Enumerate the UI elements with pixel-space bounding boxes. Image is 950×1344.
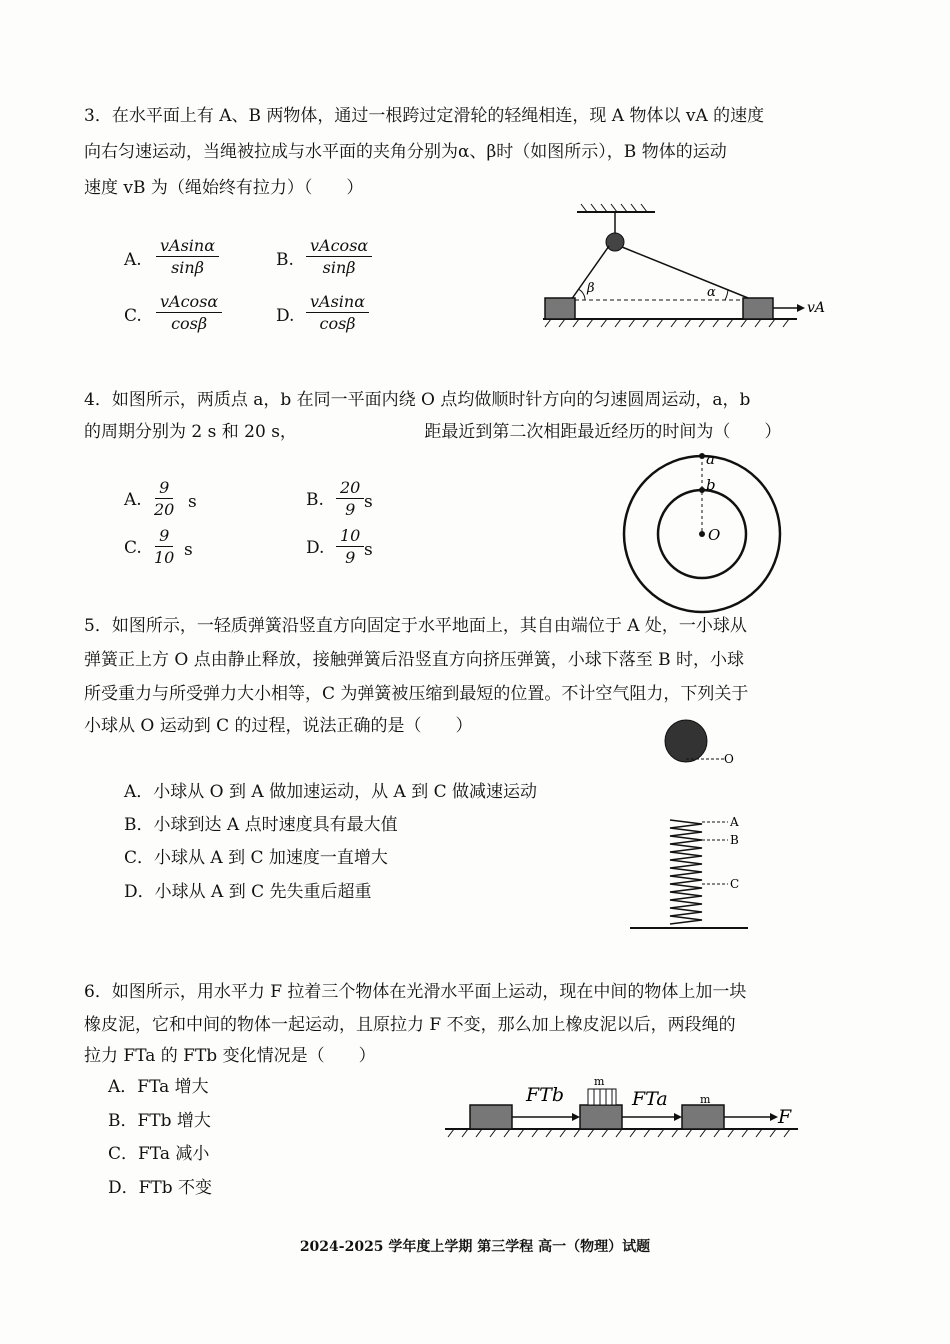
q3-option-c-fraction: $\frac{vAcos\alpha}{\cos\beta}$	[156, 292, 222, 333]
q3-option-a-fraction: $\frac{vAsin\alpha}{\sin\beta}$	[156, 236, 219, 277]
q3-line-2: 向右匀速运动，当绳被拉成与水平面的夹角分别为α、β时（如图所示），B 物体的运动	[84, 142, 727, 162]
q3-option-b-fraction: $\frac{vAcos\alpha}{\sin\beta}$	[306, 236, 372, 277]
q4-option-d-label: D.	[306, 538, 325, 558]
q6-option-a: A．FTa 增大	[108, 1077, 209, 1097]
q3-line-1: 3．在水平面上有 A、B 两物体，通过一根跨过定滑轮的轻绳相连，现 A 物体以 vA 的速度	[84, 106, 765, 126]
q6-label-m-middle: m	[594, 1075, 605, 1088]
q6-label-fta: FTa	[632, 1088, 668, 1110]
q4-line-1: 4．如图所示，两质点 a，b 在同一平面内绕 O 点均做顺时针方向的匀速圆周运动，a，b	[84, 390, 751, 410]
q5-label-b: B	[730, 833, 739, 847]
q4-option-c-unit: s	[184, 540, 193, 560]
q4-option-c-label: C.	[124, 538, 142, 558]
q6-label-m-right: m	[700, 1093, 711, 1106]
q4-option-a-fraction: $\frac{9}{20}$	[154, 478, 175, 519]
page-footer: 2024-2025 学年度上学期 第三学程 高一（物理）试题	[299, 1239, 651, 1255]
q4-option-a-label: A.	[124, 490, 142, 510]
q6-line-2: 橡皮泥，它和中间的物体一起运动，且原拉力 F 不变，那么加上橡皮泥以后，两段绳的	[84, 1015, 736, 1035]
q5-line-1: 5．如图所示，一轻质弹簧沿竖直方向固定于水平地面上，其自由端位于 A 处，一小球从	[84, 616, 747, 636]
q4-point-o: O	[708, 526, 721, 544]
q3-option-c-label: C.	[124, 306, 142, 326]
q3-line-3: 速度 vB 为（绳始终有拉力）（ ）	[84, 178, 364, 198]
q4-option-c-fraction: $\frac{9}{10}$	[154, 526, 175, 567]
q5-line-4: 小球从 O 运动到 C 的过程，说法正确的是（ ）	[84, 716, 473, 736]
q4-option-d-unit: s	[364, 540, 373, 560]
q3-angle-beta: β	[587, 281, 595, 296]
q6-option-b: B．FTb 增大	[108, 1111, 211, 1131]
q4-option-b-unit: s	[364, 492, 373, 512]
q3-velocity-label: vA	[807, 300, 826, 316]
q5-option-c: C．小球从 A 到 C 加速度一直增大	[124, 848, 388, 868]
q3-angle-alpha: α	[707, 285, 716, 300]
q3-pulley-figure	[535, 200, 835, 340]
q5-label-c: C	[730, 877, 740, 891]
q4-point-a: a	[706, 450, 715, 468]
q6-blocks-figure	[440, 1065, 810, 1145]
q6-line-3: 拉力 FTa 的 FTb 变化情况是（ ）	[84, 1046, 376, 1066]
q6-option-d: D．FTb 不变	[108, 1178, 213, 1198]
q6-label-ftb: FTb	[526, 1084, 565, 1106]
q5-option-a: A．小球从 O 到 A 做加速运动，从 A 到 C 做减速运动	[124, 782, 538, 802]
q5-option-b: B．小球到达 A 点时速度具有最大值	[124, 815, 398, 835]
q3-option-a-label: A.	[124, 250, 142, 270]
q3-option-b-label: B.	[276, 250, 294, 270]
q5-spring-figure	[620, 710, 770, 940]
q6-line-1: 6．如图所示，用水平力 F 拉着三个物体在光滑水平面上运动，现在中间的物体上加一块	[84, 982, 747, 1002]
q4-option-b-label: B.	[306, 490, 324, 510]
q5-line-3: 所受重力与所受弹力大小相等，C 为弹簧被压缩到最短的位置。不计空气阻力，下列关于	[84, 684, 749, 704]
q5-label-o: O	[724, 752, 734, 766]
q3-option-d-fraction: $\frac{vAsin\alpha}{\cos\beta}$	[306, 292, 369, 333]
q4-option-d-fraction: $\frac{10}{9}$	[336, 526, 364, 567]
q5-option-d: D．小球从 A 到 C 先失重后超重	[124, 882, 372, 902]
q4-orbit-figure	[620, 448, 790, 618]
q4-point-b: b	[706, 476, 716, 494]
q5-label-a: A	[730, 815, 739, 829]
q3-option-d-label: D.	[276, 306, 295, 326]
q4-line-2: 的周期分别为 2 s 和 20 s， 距最近到第二次相距最近经历的时间为（ ）	[84, 422, 782, 442]
q6-label-f: F	[778, 1106, 792, 1128]
q4-option-a-unit: s	[188, 492, 197, 512]
q6-option-c: C．FTa 减小	[108, 1144, 210, 1164]
q4-option-b-fraction: $\frac{20}{9}$	[336, 478, 364, 519]
q5-line-2: 弹簧正上方 O 点由静止释放，接触弹簧后沿竖直方向挤压弹簧，小球下落至 B 时，小球	[84, 650, 745, 670]
